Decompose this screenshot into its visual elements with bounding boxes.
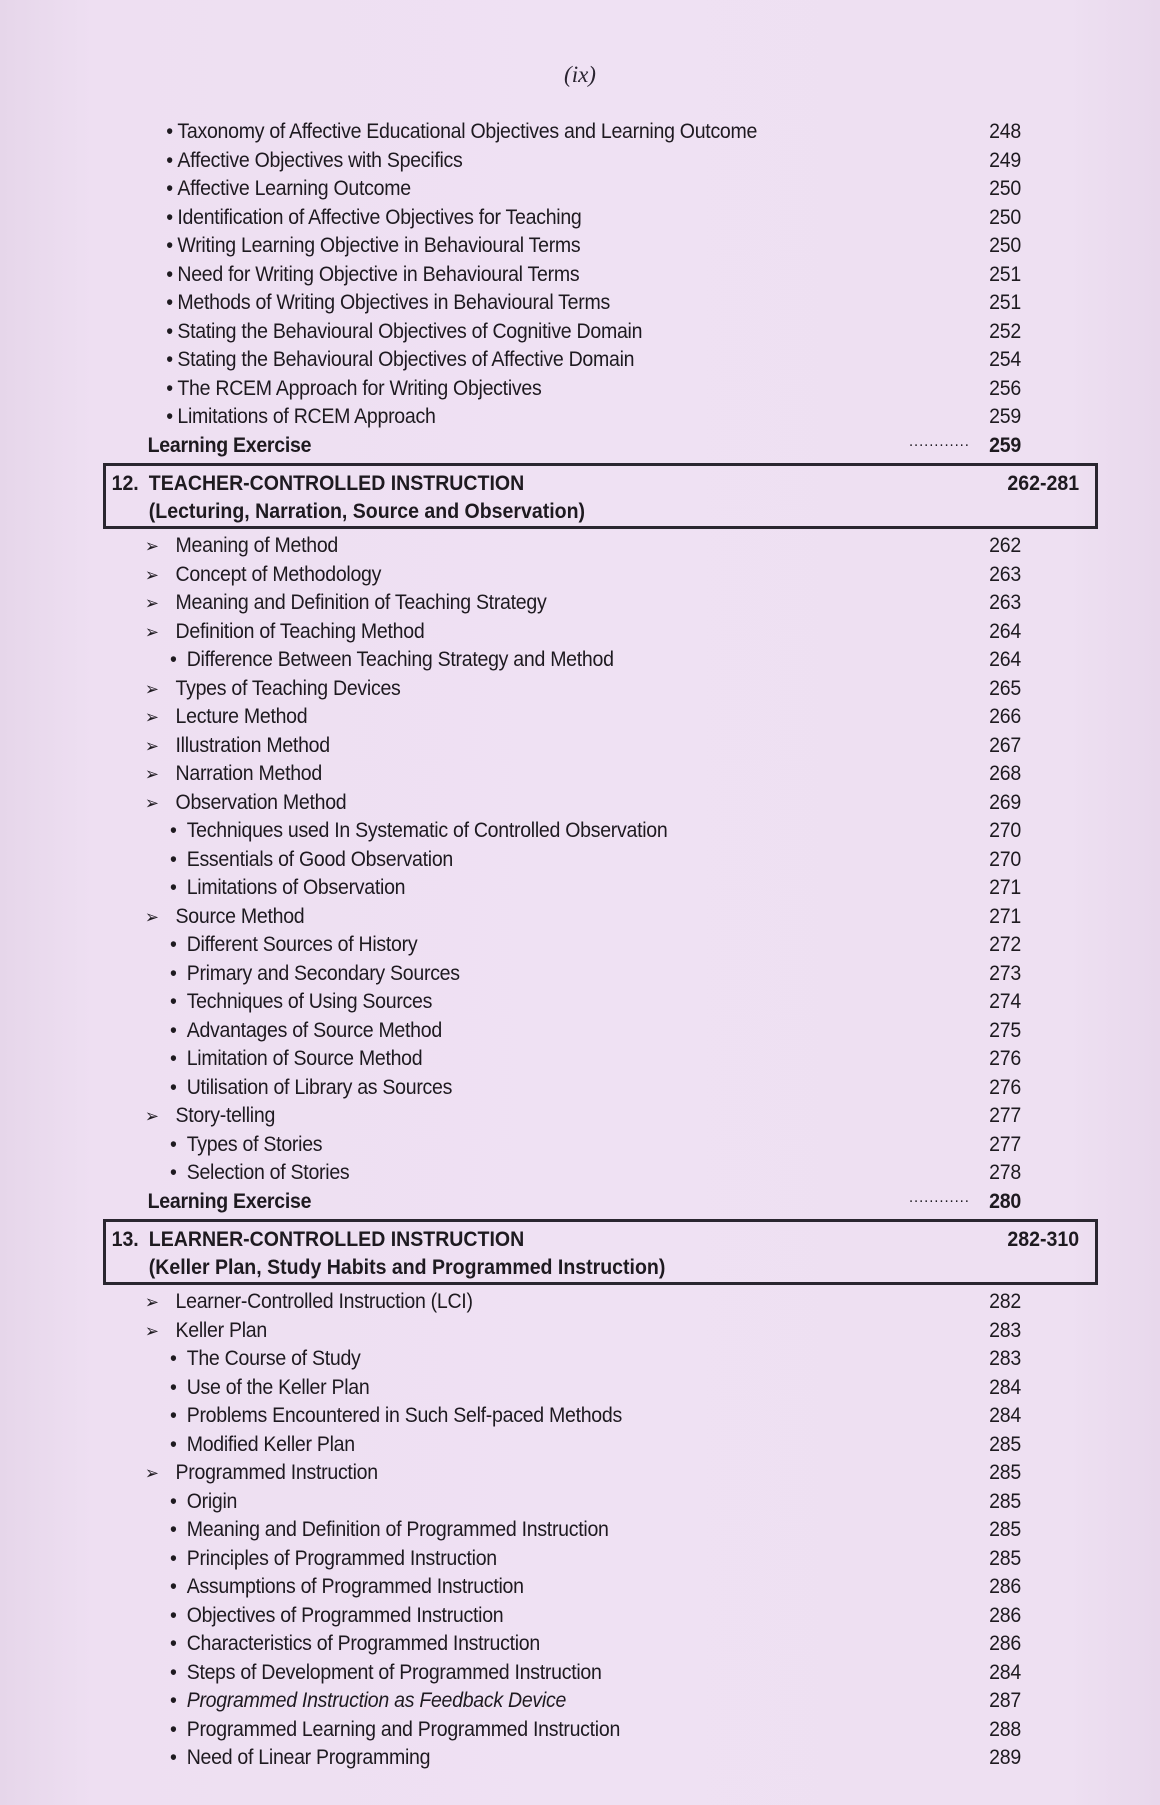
entry-page-number: 286 (989, 1575, 1021, 1598)
toc-entry[interactable] (103, 1602, 1098, 1631)
arrow-bullet-icon: ➢ (144, 593, 159, 613)
entry-page-number: 284 (989, 1660, 1021, 1684)
entry-page-number: 283 (989, 1318, 1021, 1342)
entry-page-number: 250 (989, 177, 1021, 200)
entry-page-number: 285 (989, 1432, 1021, 1456)
bullet-icon: • (169, 990, 177, 1013)
entry-title: Characteristics of Programmed Instruction (186, 1632, 540, 1655)
toc-entry[interactable] (103, 1744, 1098, 1773)
toc-entry[interactable] (103, 646, 1098, 675)
entry-title: Stating the Behavioural Objectives of Cognitive Domain (177, 319, 643, 343)
entry-page-number: 276 (989, 1075, 1021, 1099)
chapter-page-range: 282-310 (1007, 1228, 1079, 1251)
arrow-bullet-icon: ➢ (144, 735, 159, 756)
bullet-icon: • (169, 1075, 177, 1099)
arrow-bullet-icon: ➢ (144, 1106, 159, 1126)
entry-page-number: 287 (989, 1689, 1021, 1712)
bullet-icon: • (166, 234, 173, 257)
entry-page-number: 262 (989, 534, 1021, 557)
entry-page-number: 275 (989, 1018, 1021, 1042)
toc-entry[interactable] (103, 1659, 1098, 1688)
entry-page-number: 250 (989, 234, 1021, 257)
entry-page-number: 248 (989, 120, 1021, 143)
entry-title: Learning Exercise (147, 1189, 312, 1213)
entry-title: Modified Keller Plan (186, 1432, 355, 1456)
bullet-icon: • (169, 1018, 177, 1042)
entry-page-number: 254 (989, 348, 1021, 371)
entry-page-number: 286 (989, 1632, 1021, 1655)
entry-page-number: 277 (989, 1132, 1021, 1156)
toc-entry[interactable] (103, 1345, 1098, 1374)
entry-page-number: 284 (989, 1375, 1021, 1399)
toc-entry[interactable] (103, 1545, 1098, 1574)
toc-entry[interactable] (103, 1402, 1098, 1431)
entry-title: Origin (186, 1489, 238, 1513)
entry-page-number: 280 (989, 1189, 1021, 1213)
bullet-icon: • (169, 1575, 177, 1598)
entry-page-number: 263 (989, 562, 1021, 586)
entry-title: Programmed Instruction (175, 1461, 378, 1484)
entry-title: Limitations of Observation (186, 876, 406, 899)
toc-entry[interactable] (103, 1288, 1098, 1317)
entry-page-number: 250 (989, 205, 1021, 229)
bullet-icon: • (169, 1132, 177, 1156)
bullet-icon: • (169, 1047, 177, 1070)
toc-entry[interactable] (103, 960, 1098, 989)
bullet-icon: • (169, 819, 177, 842)
entry-title: Identification of Affective Objectives for Teaching (177, 205, 582, 229)
bullet-icon: • (169, 1546, 177, 1570)
entry-title: Methods of Writing Objectives in Behavioural Terms (177, 291, 610, 314)
entry-title: Selection of Stories (186, 1161, 350, 1184)
bullet-icon: • (166, 177, 173, 200)
bullet-icon: • (166, 376, 173, 400)
toc-entry[interactable] (103, 532, 1098, 561)
toc-entry[interactable] (103, 1374, 1098, 1403)
entry-title: Need of Linear Programming (186, 1746, 431, 1769)
toc-entry[interactable] (103, 817, 1098, 846)
toc-entry[interactable] (103, 1431, 1098, 1460)
bullet-icon: • (169, 1347, 177, 1370)
toc-entry[interactable] (103, 1045, 1098, 1074)
arrow-bullet-icon: ➢ (144, 1463, 159, 1483)
toc-entry[interactable] (103, 561, 1098, 590)
page-number: (ix) (564, 62, 596, 87)
bullet-icon: • (169, 847, 177, 871)
entry-page-number: 269 (989, 790, 1021, 814)
arrow-bullet-icon: ➢ (144, 1320, 159, 1341)
entry-title: Affective Learning Outcome (177, 177, 411, 200)
toc-entry[interactable] (103, 931, 1098, 960)
toc-entry[interactable] (103, 261, 1098, 290)
entry-title: The Course of Study (186, 1347, 361, 1370)
chapter-subtitle: (Keller Plan, Study Habits and Programmed Instruction) (148, 1256, 666, 1279)
chapter-number: 12. (111, 472, 139, 495)
toc-entry[interactable] (103, 789, 1098, 818)
entry-page-number: 278 (989, 1161, 1021, 1184)
bullet-icon: • (166, 291, 173, 314)
chapter-heading-box[interactable] (103, 463, 1098, 529)
entry-page-number: 289 (989, 1746, 1021, 1769)
toc-entry[interactable] (103, 988, 1098, 1017)
entry-page-number: 251 (989, 262, 1021, 286)
entry-title: Narration Method (175, 762, 322, 785)
entry-page-number: 285 (989, 1461, 1021, 1484)
toc-entry[interactable] (103, 1516, 1098, 1545)
entry-page-number: 283 (989, 1347, 1021, 1370)
bullet-icon: • (169, 1489, 177, 1513)
chapter-heading-box[interactable] (103, 1219, 1098, 1285)
toc-entry[interactable] (103, 675, 1098, 704)
toc-entry[interactable] (103, 232, 1098, 261)
bullet-icon: • (169, 1717, 177, 1741)
entry-page-number: 285 (989, 1518, 1021, 1541)
entry-page-number: 264 (989, 648, 1021, 671)
entry-title: Limitations of RCEM Approach (177, 405, 436, 428)
entry-title: Affective Objectives with Specifics (177, 148, 463, 172)
entry-page-number: 271 (989, 904, 1021, 928)
arrow-bullet-icon: ➢ (144, 906, 159, 927)
entry-page-number: 277 (989, 1104, 1021, 1127)
toc-entry[interactable] (103, 1131, 1098, 1160)
chapter-title: LEARNER-CONTROLLED INSTRUCTION (148, 1228, 525, 1251)
bullet-icon: • (166, 348, 173, 371)
bullet-icon: • (169, 1632, 177, 1655)
arrow-bullet-icon: ➢ (144, 621, 159, 642)
bullet-icon: • (166, 405, 173, 428)
entry-page-number: 273 (989, 961, 1021, 985)
entry-title: Problems Encountered in Such Self-paced Methods (186, 1404, 622, 1427)
entry-page-number: 263 (989, 591, 1021, 614)
toc-entry[interactable] (103, 1488, 1098, 1517)
toc-entry[interactable] (103, 874, 1098, 903)
toc-entry[interactable] (103, 118, 1098, 147)
toc-entry[interactable] (103, 1459, 1098, 1488)
bullet-icon: • (169, 1518, 177, 1541)
arrow-bullet-icon: ➢ (144, 678, 159, 699)
entry-page-number: 274 (989, 990, 1021, 1013)
entry-title: Source Method (175, 904, 305, 928)
entry-title: Techniques of Using Sources (186, 990, 433, 1013)
arrow-bullet-icon: ➢ (144, 1292, 159, 1312)
bullet-icon: • (169, 1689, 177, 1712)
toc-entry[interactable] (103, 147, 1098, 176)
toc-entry[interactable] (103, 1630, 1098, 1659)
entry-title: Story-telling (175, 1104, 276, 1127)
entry-page-number: 256 (989, 376, 1021, 400)
bullet-icon: • (169, 1603, 177, 1627)
entry-title: Steps of Development of Programmed Instruction (186, 1660, 602, 1684)
toc-entry[interactable] (103, 375, 1098, 404)
entry-page-number: 251 (989, 291, 1021, 314)
entry-page-number: 288 (989, 1717, 1021, 1741)
bullet-icon: • (169, 1375, 177, 1399)
bullet-icon: • (166, 319, 173, 343)
entry-title: Principles of Programmed Instruction (186, 1546, 497, 1570)
bullet-icon: • (169, 1404, 177, 1427)
entry-title: Taxonomy of Affective Educational Objectives and Learning Outcome (177, 120, 758, 143)
chapter-subtitle: (Lecturing, Narration, Source and Observation) (148, 500, 586, 523)
bullet-icon: • (166, 120, 173, 143)
entry-title: Learning Exercise (147, 433, 312, 457)
entry-title: Lecture Method (175, 705, 308, 728)
entry-title: Techniques used In Systematic of Controlled Observation (186, 819, 668, 842)
entry-page-number: 264 (989, 619, 1021, 643)
entry-title: Limitation of Source Method (186, 1047, 423, 1070)
bullet-icon: • (166, 205, 173, 229)
toc-entry[interactable] (103, 589, 1098, 618)
bullet-icon: • (169, 1746, 177, 1769)
entry-title: Assumptions of Programmed Instruction (186, 1575, 524, 1598)
entry-page-number: 272 (989, 933, 1021, 956)
entry-page-number: 284 (989, 1404, 1021, 1427)
entry-page-number: 271 (989, 876, 1021, 899)
entry-page-number: 267 (989, 733, 1021, 757)
entry-page-number: 270 (989, 847, 1021, 871)
entry-title: Primary and Secondary Sources (186, 961, 460, 985)
toc-entry[interactable] (103, 1017, 1098, 1046)
learning-exercise-entry[interactable] (103, 432, 1098, 461)
entry-title: Use of the Keller Plan (186, 1375, 370, 1399)
dot-leader: ............ (908, 432, 970, 450)
toc-entry[interactable] (103, 1716, 1098, 1745)
entry-title: Programmed Learning and Programmed Instruction (186, 1717, 621, 1741)
entry-title: Meaning and Definition of Programmed Instruction (186, 1518, 609, 1541)
entry-title: Objectives of Programmed Instruction (186, 1603, 504, 1627)
arrow-bullet-icon: ➢ (144, 792, 159, 813)
toc-entry[interactable] (103, 732, 1098, 761)
dot-leader: ............ (908, 1188, 970, 1206)
entry-page-number: 285 (989, 1546, 1021, 1570)
chapter-number: 13. (111, 1228, 139, 1251)
toc-entry[interactable] (103, 1074, 1098, 1103)
entry-title: Need for Writing Objective in Behavioural Terms (177, 262, 580, 286)
toc-entry[interactable] (103, 903, 1098, 932)
toc-entry[interactable] (103, 1317, 1098, 1346)
toc-entry[interactable] (103, 1573, 1098, 1602)
entry-page-number: 249 (989, 148, 1021, 172)
entry-title: Meaning of Method (175, 534, 338, 557)
entry-title: Observation Method (175, 790, 347, 814)
toc-entry[interactable] (103, 346, 1098, 375)
entry-page-number: 276 (989, 1047, 1021, 1070)
toc-entry[interactable] (103, 760, 1098, 789)
entry-title: Definition of Teaching Method (175, 619, 425, 643)
entry-title: Stating the Behavioural Objectives of Affective Domain (177, 348, 635, 371)
toc-entry[interactable] (103, 289, 1098, 318)
entry-page-number: 265 (989, 676, 1021, 700)
bullet-icon: • (169, 1660, 177, 1684)
toc-entry[interactable] (103, 1102, 1098, 1131)
arrow-bullet-icon: ➢ (144, 764, 159, 784)
toc-entry[interactable] (103, 1687, 1098, 1716)
toc-entry[interactable] (103, 318, 1098, 347)
arrow-bullet-icon: ➢ (144, 564, 159, 585)
toc-entry[interactable] (103, 846, 1098, 875)
toc-entry[interactable] (103, 618, 1098, 647)
chapter-page-range: 262-281 (1007, 472, 1079, 495)
entry-title: Programmed Instruction as Feedback Device (186, 1689, 567, 1712)
entry-page-number: 286 (989, 1603, 1021, 1627)
entry-title: Types of Teaching Devices (175, 676, 401, 700)
bullet-icon: • (169, 876, 177, 899)
entry-page-number: 252 (989, 319, 1021, 343)
entry-title: Essentials of Good Observation (186, 847, 453, 871)
entry-title: Utilisation of Library as Sources (186, 1075, 453, 1099)
entry-title: Types of Stories (186, 1132, 323, 1156)
entry-title: Different Sources of History (186, 933, 418, 956)
arrow-bullet-icon: ➢ (144, 707, 159, 727)
entry-title: Writing Learning Objective in Behavioural Terms (177, 234, 581, 257)
learning-exercise-entry[interactable] (103, 1188, 1098, 1217)
bullet-icon: • (166, 262, 173, 286)
entry-title: Concept of Methodology (175, 562, 382, 586)
entry-title: The RCEM Approach for Writing Objectives (177, 376, 542, 400)
table-of-contents (103, 118, 1098, 1773)
toc-entry[interactable] (103, 175, 1098, 204)
entry-page-number: 285 (989, 1489, 1021, 1513)
entry-title: Illustration Method (175, 733, 330, 757)
toc-entry[interactable] (103, 703, 1098, 732)
entry-title: Advantages of Source Method (186, 1018, 442, 1042)
entry-title: Learner-Controlled Instruction (LCI) (175, 1290, 473, 1313)
entry-page-number: 259 (989, 405, 1021, 428)
entry-page-number: 270 (989, 819, 1021, 842)
entry-title: Difference Between Teaching Strategy and Method (186, 648, 614, 671)
bullet-icon: • (166, 148, 173, 172)
chapter-title: TEACHER-CONTROLLED INSTRUCTION (148, 472, 525, 495)
toc-entry[interactable] (103, 204, 1098, 233)
entry-page-number: 282 (989, 1290, 1021, 1313)
entry-title: Keller Plan (175, 1318, 267, 1342)
bullet-icon: • (169, 961, 177, 985)
bullet-icon: • (169, 648, 177, 671)
entry-page-number: 268 (989, 762, 1021, 785)
entry-page-number: 266 (989, 705, 1021, 728)
entry-page-number: 259 (989, 433, 1021, 457)
arrow-bullet-icon: ➢ (144, 536, 159, 556)
bullet-icon: • (169, 933, 177, 956)
bullet-icon: • (169, 1161, 177, 1184)
entry-title: Meaning and Definition of Teaching Strategy (175, 591, 547, 614)
bullet-icon: • (169, 1432, 177, 1456)
